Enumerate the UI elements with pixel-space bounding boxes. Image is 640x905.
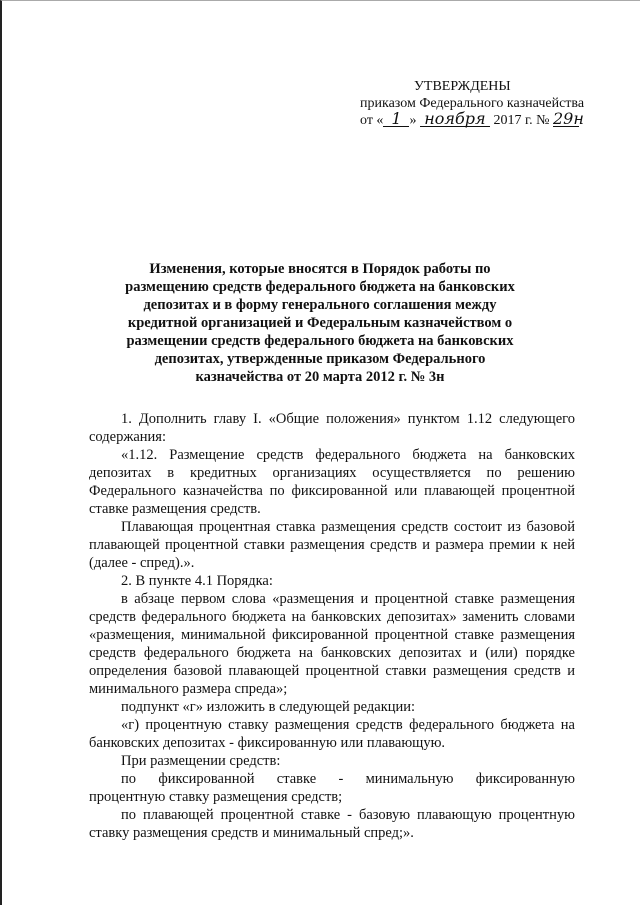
date-prefix: от « — [360, 113, 384, 128]
paragraph-9-line — [89, 770, 575, 788]
paragraph-8: При размещении средств: — [121, 753, 281, 769]
date-day-close: » — [409, 113, 417, 128]
handwritten-order-number: 29н — [552, 109, 584, 128]
document-body — [89, 410, 575, 842]
paragraph-5: в абзаце первом слова «размещения и процентной ставке размещения средств федерального бюджета на банковских депозитах» заменить словами «размещения, минимальной фиксированной процентной ставке размещения средств федерального бюджета на банковских депозитах и (или) порядке определения базовой плавающей процентной ставки размещения средств и минимального размера спреда»; — [89, 591, 575, 697]
p9-word: фиксированной — [158, 771, 255, 787]
paragraph-9-continuation: процентную ставку размещения средств; — [89, 789, 343, 805]
paragraph-10: по плавающей процентной ставке - базовую плавающую процентную ставку размещения средств и минимальный спред;». — [89, 807, 575, 841]
handwritten-day: 1 — [383, 112, 409, 127]
date-year: 2017 г. № — [493, 113, 550, 128]
p9-word: минимальную — [365, 771, 454, 787]
paragraph-2: «1.12. Размещение средств федерального бюджета на банковских депозитах в кредитных организациях осуществляется по решению Федерального казначейства по фиксированной или плавающей процентной ставке размещения средств. — [89, 447, 575, 517]
p9-word: ставке — [276, 771, 317, 787]
paragraph-1: 1. Дополнить главу I. «Общие положения» пунктом 1.12 следующего содержания: — [89, 411, 575, 445]
p9-word: фиксированную — [475, 771, 575, 787]
p9-word: - — [338, 771, 344, 787]
paragraph-4: 2. В пункте 4.1 Порядка: — [121, 573, 273, 589]
approval-date-line — [360, 109, 600, 129]
approval-stamp — [360, 78, 600, 129]
document-title: Изменения, которые вносятся в Порядок работы по размещению средств федерального бюджета на банковских депозитах и в форму генерального соглашения между кредитной организацией и Федеральным казначейством о размещении средств федерального бюджета на банковских депозитах, утвержденные приказом Федерального казначейства от 20 марта 2012 г. № 3н — [125, 261, 515, 385]
paragraph-7: «г) процентную ставку размещения средств федерального бюджета на банковских депозитах - фиксированную или плавающую. — [89, 717, 575, 751]
approval-heading: УТВЕРЖДЕНЫ — [414, 79, 511, 94]
paragraph-3: Плавающая процентная ставка размещения средств состоит из базовой плавающей процентной ставки размещения средств и размера премии к ней (далее - спред).». — [89, 519, 575, 571]
approval-order-line: приказом Федерального казначейства — [360, 96, 585, 111]
p9-word: по — [121, 771, 137, 787]
paragraph-6: подпункт «г» изложить в следующей редакции: — [121, 699, 416, 715]
handwritten-month: ноября — [420, 112, 490, 127]
